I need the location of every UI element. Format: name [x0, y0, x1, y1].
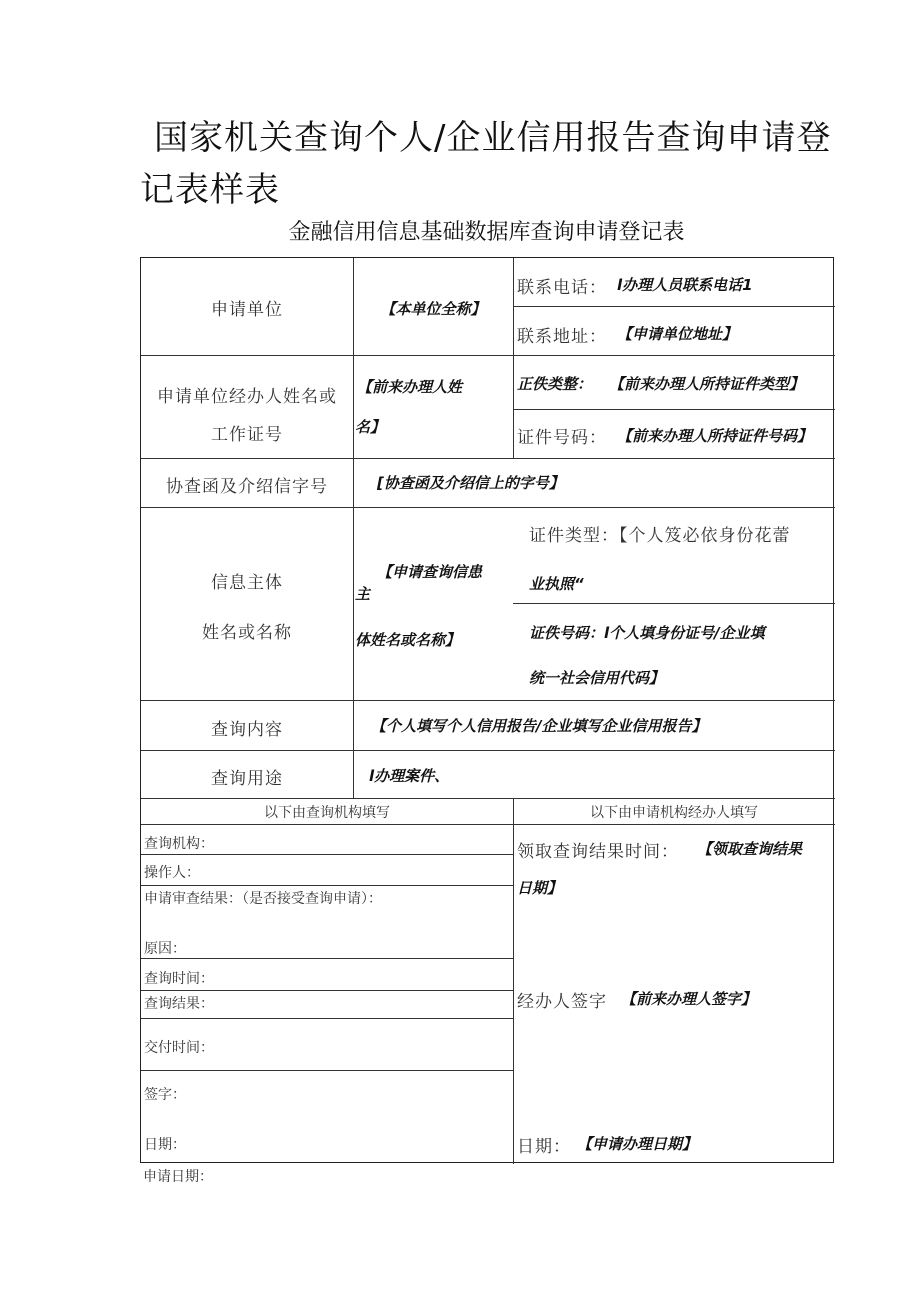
receive-time-value-line1: 【领取查询结果: [697, 840, 803, 858]
signature-field: 签字：: [144, 1087, 186, 1103]
handler-name-value-line1: 【前来办理人姓: [357, 378, 463, 396]
query-time-field: 查询时间：: [144, 971, 214, 987]
row-divider: [141, 355, 835, 356]
date-field: 日期：: [144, 1137, 186, 1153]
row-divider: [141, 458, 835, 459]
page-title: 国家机关查询个人/企业信用报告查询申请登记表样表: [140, 118, 832, 210]
row-divider: [141, 750, 835, 751]
query-content-value: 【个人填写个人信用报告/企业填写企业信用报告】: [371, 717, 707, 735]
apply-date-label: 日期：: [517, 1137, 571, 1157]
apply-date-value: 【申请办理日期】: [577, 1135, 698, 1153]
handler-id-type-value: 【前来办理人所持证件类型】: [609, 375, 805, 393]
contact-phone-label: 联系电话：: [517, 278, 607, 298]
subject-id-type-label: 证件类型：【个人笈必依身份花蕾: [529, 526, 791, 546]
cell-divider: [513, 409, 835, 410]
cell-divider: [141, 1018, 513, 1019]
handler-id-number-label: 证件号码：: [517, 428, 607, 448]
cell-divider: [141, 854, 513, 855]
registration-form-table: [140, 257, 834, 1163]
cell-divider: [141, 885, 513, 886]
handler-name-value-line2: 名】: [355, 418, 386, 436]
subject-name-value-line3: 体姓名或名称】: [355, 631, 461, 649]
operator-field: 操作人：: [144, 865, 200, 881]
handler-label-line1: 申请单位经办人姓名或: [157, 387, 337, 407]
application-date-footer: 申请日期：: [143, 1169, 213, 1185]
applicant-unit-value: 【本单位全称】: [380, 300, 486, 318]
handler-signature-value: 【前来办理人签字】: [621, 990, 757, 1008]
query-content-label: 查询内容: [211, 720, 283, 740]
form-title: 金融信用信息基础数据库查询申请登记表: [288, 220, 685, 245]
query-result-field: 查询结果：: [144, 996, 214, 1012]
query-purpose-label: 查询用途: [211, 769, 283, 789]
subject-id-number-line2: 统一社会信用代码】: [529, 669, 665, 687]
handler-signature-label: 经办人签字: [517, 992, 607, 1012]
handler-id-number-value: 【前来办理人所持证件号码】: [617, 427, 813, 445]
cell-divider: [513, 306, 835, 307]
receive-time-label: 领取查询结果时间：: [517, 842, 679, 862]
cell-divider: [141, 1070, 513, 1071]
handler-label-line2: 工作证号: [211, 425, 283, 445]
subject-name-value-line1: 【申请查询信患: [377, 563, 483, 581]
contact-address-value: 【申请单位地址】: [617, 325, 738, 343]
col-divider: [513, 798, 514, 1164]
row-divider: [141, 824, 835, 825]
row-divider: [141, 507, 835, 508]
subject-label-line2: 姓名或名称: [202, 623, 292, 643]
receive-time-value-line2: 日期】: [517, 879, 563, 897]
reason-field: 原因：: [144, 941, 186, 957]
delivery-time-field: 交付时间：: [144, 1040, 214, 1056]
col-divider: [353, 258, 354, 798]
row-divider: [141, 798, 835, 799]
institution-section-header: 以下由查询机构填写: [264, 805, 390, 821]
query-institution-field: 查询机构：: [144, 836, 214, 852]
subject-name-value-line2: 主: [355, 585, 371, 603]
handler-id-type-label: 正佚类整：: [517, 375, 593, 393]
subject-id-number-line1: 证佚号码：l个人填身份证号/企业填: [529, 624, 765, 642]
contact-address-label: 联系地址：: [517, 327, 607, 347]
cell-divider: [141, 990, 513, 991]
row-divider: [141, 700, 835, 701]
applicant-section-header: 以下由申请机构经办人填写: [590, 805, 758, 821]
subject-id-type-cont: 业执照“: [529, 575, 584, 593]
query-purpose-value: l办理案件、: [369, 767, 450, 785]
letter-number-label: 协查函及介绍信字号: [166, 477, 328, 497]
col-divider: [513, 258, 514, 458]
cell-divider: [141, 958, 513, 959]
applicant-unit-label: 申请单位: [211, 300, 283, 320]
subject-label-line1: 信息主体: [211, 573, 283, 593]
letter-number-value: [协查函及介绍信上的字号】: [377, 474, 564, 492]
review-result-field: 申请审查结果：（是否接受查询申请）：: [144, 891, 382, 907]
cell-divider: [513, 603, 835, 604]
contact-phone-value: l办理人员联系电话1: [617, 276, 753, 294]
